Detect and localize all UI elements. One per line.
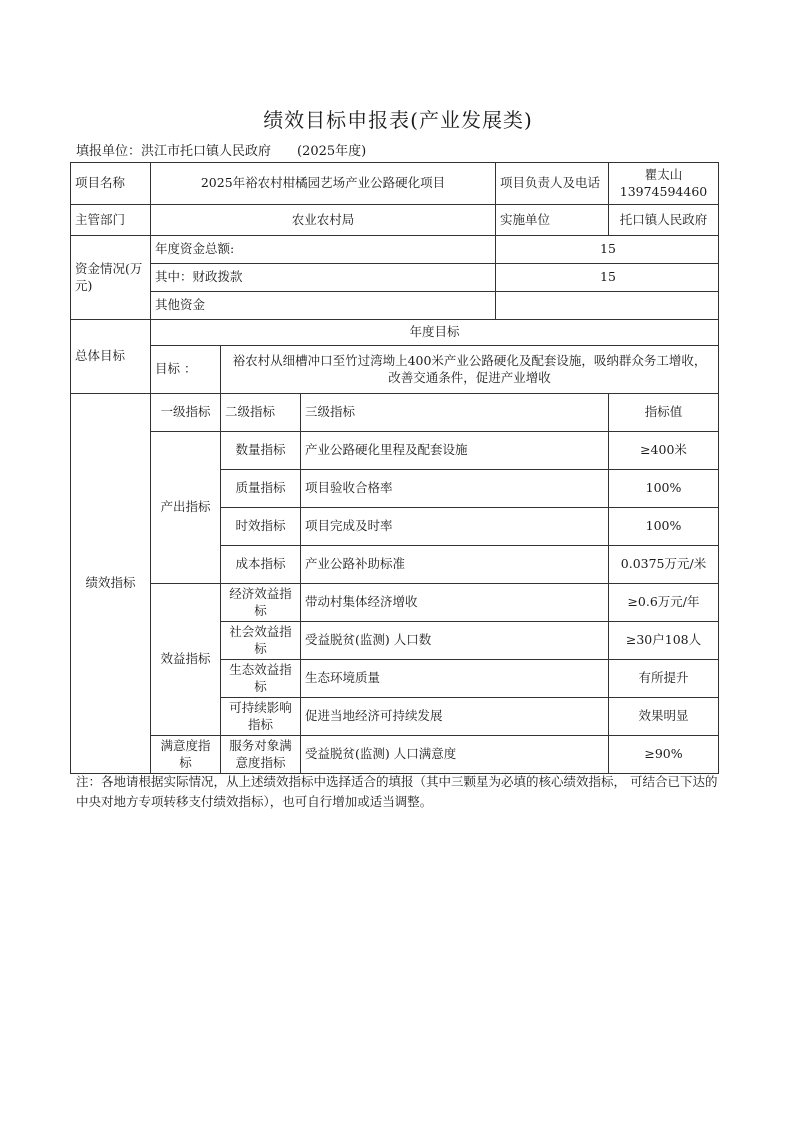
report-meta — [76, 140, 366, 159]
value-cell: ≥0.6万元/年 — [609, 584, 719, 622]
funds-other-row — [71, 292, 719, 320]
satisfaction-indicator-label: 满意度指标 — [151, 736, 221, 774]
value-cell: 100% — [609, 470, 719, 508]
header-level3: 三级指标 — [301, 394, 609, 432]
funds-other-value — [496, 292, 719, 320]
department-label: 主管部门 — [71, 205, 151, 236]
value-cell: 效果明显 — [609, 698, 719, 736]
value-cell: 0.0375万元/米 — [609, 546, 719, 584]
header-value: 指标值 — [609, 394, 719, 432]
overall-header-row — [71, 320, 719, 346]
overall-target-row — [71, 346, 719, 394]
header-level2: 二级指标 — [221, 394, 301, 432]
target-text: 裕农村从细槽冲口至竹过湾坳上400米产业公路硬化及配套设施，吸纳群众务工增收，改善交通条件，促进产业增收 — [221, 346, 719, 394]
year-target-label: 年度目标 — [151, 320, 719, 346]
performance-label: 绩效指标 — [71, 394, 151, 774]
impl-unit-label: 实施单位 — [496, 205, 609, 236]
performance-header-row — [71, 394, 719, 432]
level3-cell: 带动村集体经济增收 — [301, 584, 609, 622]
output-indicator-label: 产出指标 — [151, 432, 221, 584]
impl-unit-value: 托口镇人民政府 — [609, 205, 719, 236]
benefit-indicator-label: 效益指标 — [151, 584, 221, 736]
report-year: (2025年度) — [297, 144, 367, 159]
value-cell: 有所提升 — [609, 660, 719, 698]
footnote: 注：各地请根据实际情况，从上述绩效指标中选择适合的填报（其中三颗星为必填的核心绩效指标， 可结合已下达的中央对地方专项转移支付绩效指标），也可自行增加或适当调整。 — [76, 774, 718, 809]
funds-total-label: 年度资金总额: — [151, 236, 496, 264]
funds-label: 资金情况(万元) — [71, 236, 151, 320]
level2-cell: 可持续影响指标 — [221, 698, 301, 736]
level3-cell: 受益脱贫(监测) 人口满意度 — [301, 736, 609, 774]
project-owner-cell — [609, 163, 719, 205]
funds-finance-value — [496, 264, 719, 292]
project-row — [71, 163, 719, 205]
filing-unit: 填报单位：洪江市托口镇人民政府 — [76, 144, 272, 159]
overall-goal-label: 总体目标 — [71, 320, 151, 394]
department-row — [71, 205, 719, 236]
level3-cell: 产业公路硬化里程及配套设施 — [301, 432, 609, 470]
header-level1: 一级指标 — [151, 394, 221, 432]
funds-total-row — [71, 236, 719, 264]
project-owner-phone: 13974594460 — [619, 183, 708, 199]
level3-cell: 受益脱贫(监测) 人口数 — [301, 622, 609, 660]
value-cell: ≥30户108人 — [609, 622, 719, 660]
level3-cell: 项目完成及时率 — [301, 508, 609, 546]
performance-target-table — [70, 162, 719, 774]
level2-cell: 时效指标 — [221, 508, 301, 546]
level2-cell: 经济效益指标 — [221, 584, 301, 622]
level2-cell: 成本指标 — [221, 546, 301, 584]
level2-cell: 生态效益指标 — [221, 660, 301, 698]
table-row — [71, 584, 719, 622]
table-row — [71, 432, 719, 470]
target-label: 目标 ： — [151, 346, 221, 394]
level2-cell: 质量指标 — [221, 470, 301, 508]
department-value: 农业农村局 — [151, 205, 496, 236]
level3-cell: 产业公路补助标准 — [301, 546, 609, 584]
project-owner-label: 项目负责人及电话 — [496, 163, 609, 205]
level3-cell: 生态环境质量 — [301, 660, 609, 698]
funds-other-label: 其他资金 — [151, 292, 496, 320]
funds-total-number: 15 — [600, 241, 616, 257]
funds-total-value — [496, 236, 719, 264]
project-owner-name: 瞿太山 — [644, 167, 683, 183]
level2-cell: 社会效益指标 — [221, 622, 301, 660]
funds-finance-label: 其中：财政拨款 — [151, 264, 496, 292]
project-name-label: 项目名称 — [71, 163, 151, 205]
project-name-value: 2025年裕农村柑橘园艺场产业公路硬化项目 — [151, 163, 496, 205]
value-cell: 100% — [609, 508, 719, 546]
page-title: 绩效目标申报表(产业发展类) — [263, 108, 533, 132]
level3-cell: 项目验收合格率 — [301, 470, 609, 508]
value-cell: ≥400米 — [609, 432, 719, 470]
funds-finance-number: 15 — [600, 269, 616, 285]
funds-finance-row — [71, 264, 719, 292]
level2-cell: 数量指标 — [221, 432, 301, 470]
level2-cell: 服务对象满意度指标 — [221, 736, 301, 774]
value-cell: ≥90% — [609, 736, 719, 774]
level3-cell: 促进当地经济可持续发展 — [301, 698, 609, 736]
table-row — [71, 736, 719, 774]
